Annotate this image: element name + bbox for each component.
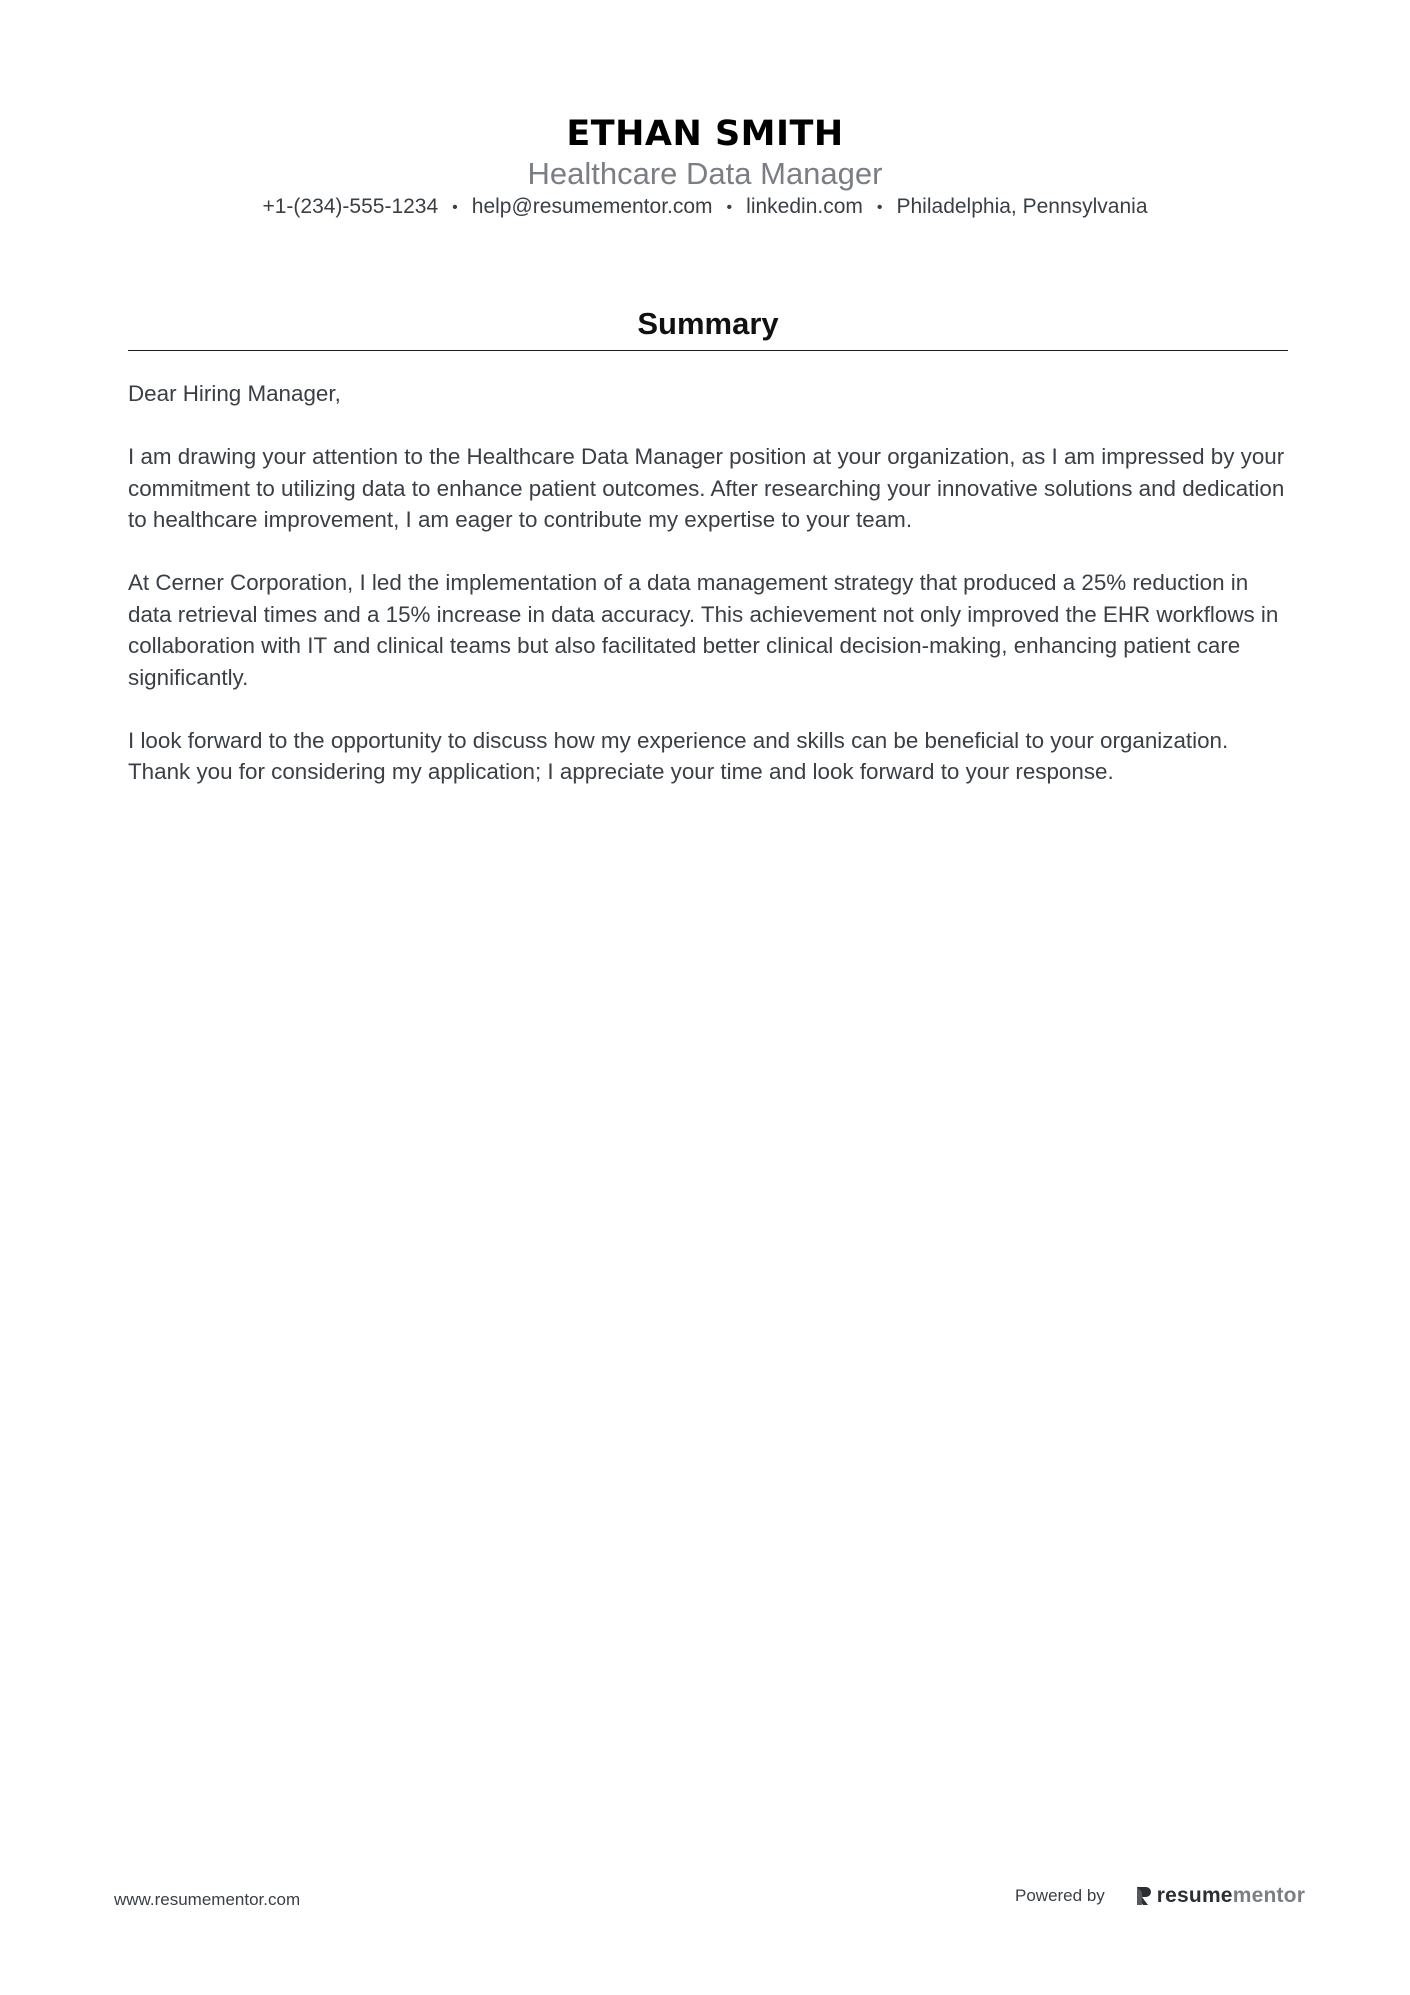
separator-dot: • — [726, 199, 733, 216]
brand-wordmark-light: mentor — [1232, 1884, 1306, 1907]
linkedin-link[interactable]: linkedin.com — [746, 195, 863, 218]
candidate-name: ETHAN SMITH — [566, 114, 844, 154]
job-title: Healthcare Data Manager — [527, 156, 883, 191]
separator-dot: • — [452, 199, 458, 216]
cover-letter-body — [128, 378, 1296, 819]
powered-by-label: Powered by — [1015, 1886, 1105, 1905]
brand-wordmark-bold: resume — [1156, 1884, 1233, 1907]
contact-line — [0, 192, 1410, 223]
brand-wordmark — [1157, 1884, 1305, 1908]
location: Philadelphia, Pennsylvania — [896, 195, 1148, 218]
resumementor-logo-icon — [1135, 1885, 1153, 1907]
letter-paragraph: I am drawing your attention to the Healthcare Data Manager position at your organization, as I am impressed by your commitment to utilizing data to enhance patient outcomes. After researching your innovative solutions and dedication to healthcare improvement, I am eager to contribute my expertise to your team. — [128, 444, 1285, 532]
letter-paragraph: I look forward to the opportunity to discuss how my experience and skills can be beneficial to your organization. Thank you for considering my application; I appreciate your time and look forward to your response. — [128, 727, 1229, 784]
phone-number: +1-(234)-555-1234 — [262, 195, 439, 218]
resume-header — [0, 112, 1410, 223]
footer-branding — [1015, 1884, 1305, 1908]
separator-dot: • — [876, 199, 883, 216]
section-divider — [128, 350, 1288, 351]
email-address[interactable]: help@resumementor.com — [471, 195, 713, 218]
section-title-summary: Summary — [637, 306, 779, 341]
letter-paragraph: At Cerner Corporation, I led the implementation of a data management strategy that produced a 25% reduction in data retrieval times and a 15% increase in data accuracy. This achievement not only improved the EHR workflows in collaboration with IT and clinical teams but also facilitated better clinical decision-making, enhancing patient care significantly. — [128, 570, 1279, 690]
letter-greeting: Dear Hiring Manager, — [128, 381, 341, 406]
brand-logo[interactable] — [1135, 1884, 1305, 1908]
footer-website[interactable]: www.resumementor.com — [114, 1890, 301, 1909]
